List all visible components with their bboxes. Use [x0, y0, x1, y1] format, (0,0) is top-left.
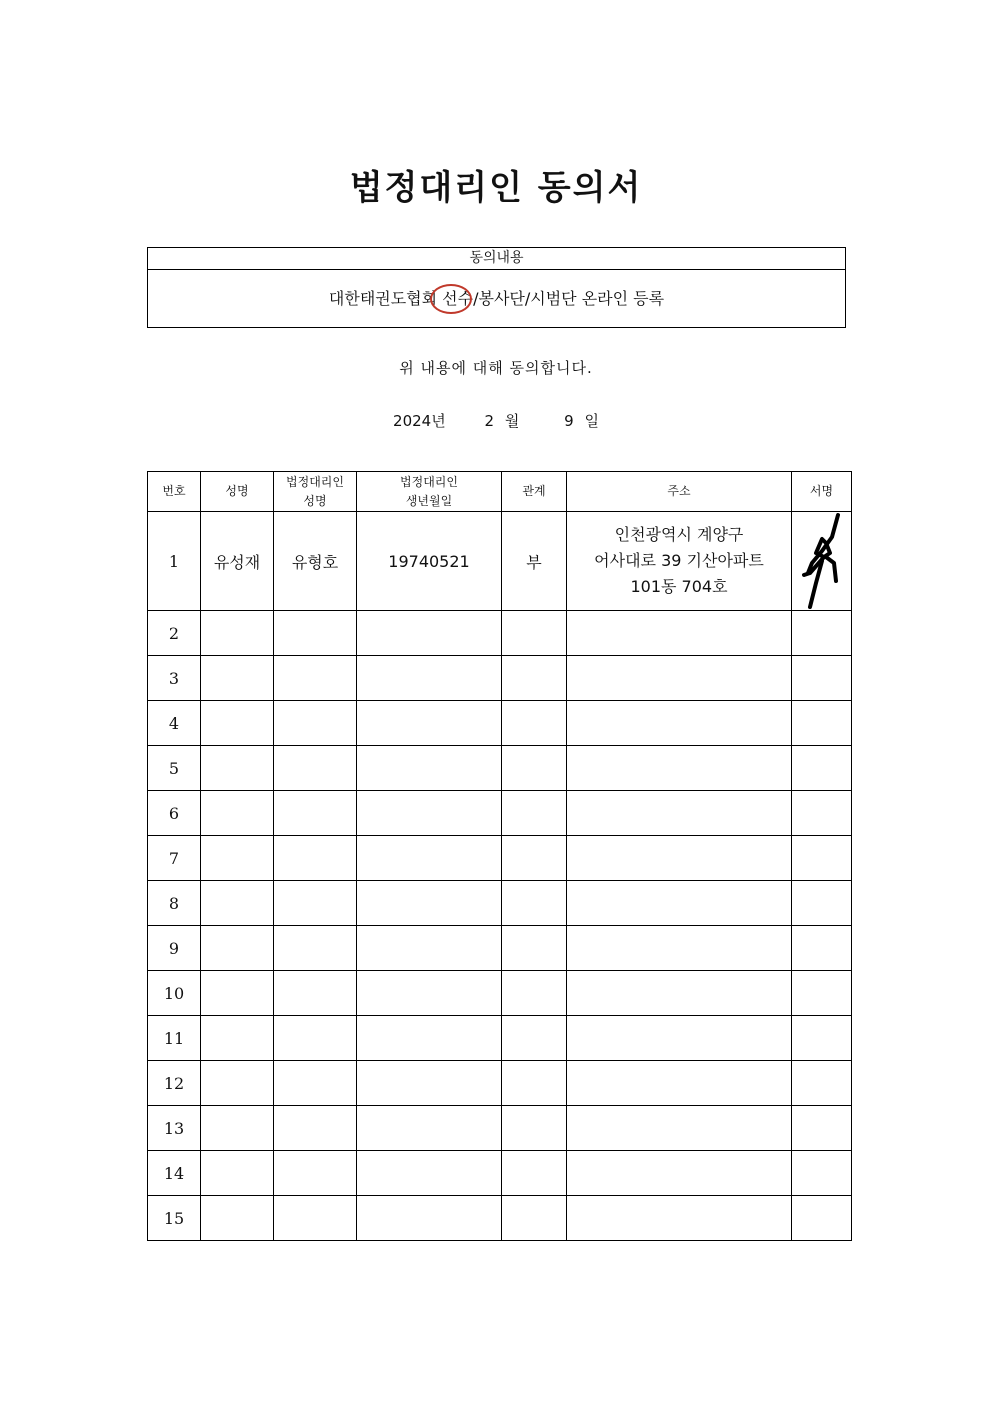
- table-row: [148, 791, 852, 836]
- cell-no: 11: [148, 1016, 201, 1061]
- consent-box: [147, 247, 846, 328]
- table-row: [148, 881, 852, 926]
- consent-body: [148, 270, 845, 328]
- table-row: [148, 1016, 852, 1061]
- header-relation: 관계: [502, 472, 567, 512]
- header-no: 번호: [148, 472, 201, 512]
- table-row: [148, 971, 852, 1016]
- header-address: 주소: [567, 472, 792, 512]
- date-month-label: 월: [504, 412, 520, 430]
- table-row: [148, 1196, 852, 1241]
- cell-no: 10: [148, 971, 201, 1016]
- cell-name: 유성재: [201, 512, 274, 611]
- table-row: [148, 926, 852, 971]
- cell-no: 8: [148, 881, 201, 926]
- table-row: [148, 512, 852, 611]
- consent-header: 동의내용: [148, 248, 845, 270]
- cell-no: 13: [148, 1106, 201, 1151]
- date-day-label: 일: [584, 412, 599, 430]
- cell-no: 15: [148, 1196, 201, 1241]
- cell-guardian-birth: 19740521: [357, 512, 502, 611]
- cell-no: 12: [148, 1061, 201, 1106]
- cell-no: 3: [148, 656, 201, 701]
- table-row: [148, 701, 852, 746]
- table-header-row: [148, 472, 852, 512]
- selection-circle-mark: [430, 284, 472, 314]
- date-month: 2: [484, 412, 495, 430]
- cell-no: 2: [148, 611, 201, 656]
- table-row: [148, 746, 852, 791]
- guardian-roster-table: [147, 471, 852, 1241]
- document-title: 법정대리인 동의서: [349, 168, 643, 208]
- header-name: 성명: [201, 472, 274, 512]
- agree-statement: 위 내용에 대해 동의합니다.: [399, 359, 593, 377]
- date-line: [0, 410, 992, 431]
- cell-address: 인천광역시 계양구 어사대로 39 기산아파트 101동 704호: [567, 512, 792, 611]
- cell-relation: 부: [502, 512, 567, 611]
- table-row: [148, 611, 852, 656]
- header-signature: 서명: [792, 472, 852, 512]
- date-year: 2024년: [393, 412, 446, 430]
- cell-no: 1: [148, 512, 201, 611]
- cell-no: 4: [148, 701, 201, 746]
- cell-guardian-name: 유형호: [274, 512, 357, 611]
- cell-no: 5: [148, 746, 201, 791]
- table-row: [148, 1106, 852, 1151]
- table-row: [148, 1151, 852, 1196]
- cell-no: 14: [148, 1151, 201, 1196]
- cell-no: 9: [148, 926, 201, 971]
- handwritten-signature: [796, 513, 848, 609]
- table-row: [148, 656, 852, 701]
- cell-no: 7: [148, 836, 201, 881]
- table-row: [148, 1061, 852, 1106]
- consent-text: 대한태권도협회 선수/봉사단/시범단 온라인 등록: [328, 289, 665, 308]
- date-day: 9: [564, 412, 574, 430]
- cell-no: 6: [148, 791, 201, 836]
- header-guardian-birth: 법정대리인 생년월일: [357, 472, 502, 512]
- header-guardian-name: 법정대리인 성명: [274, 472, 357, 512]
- cell-signature: [792, 512, 852, 611]
- table-row: [148, 836, 852, 881]
